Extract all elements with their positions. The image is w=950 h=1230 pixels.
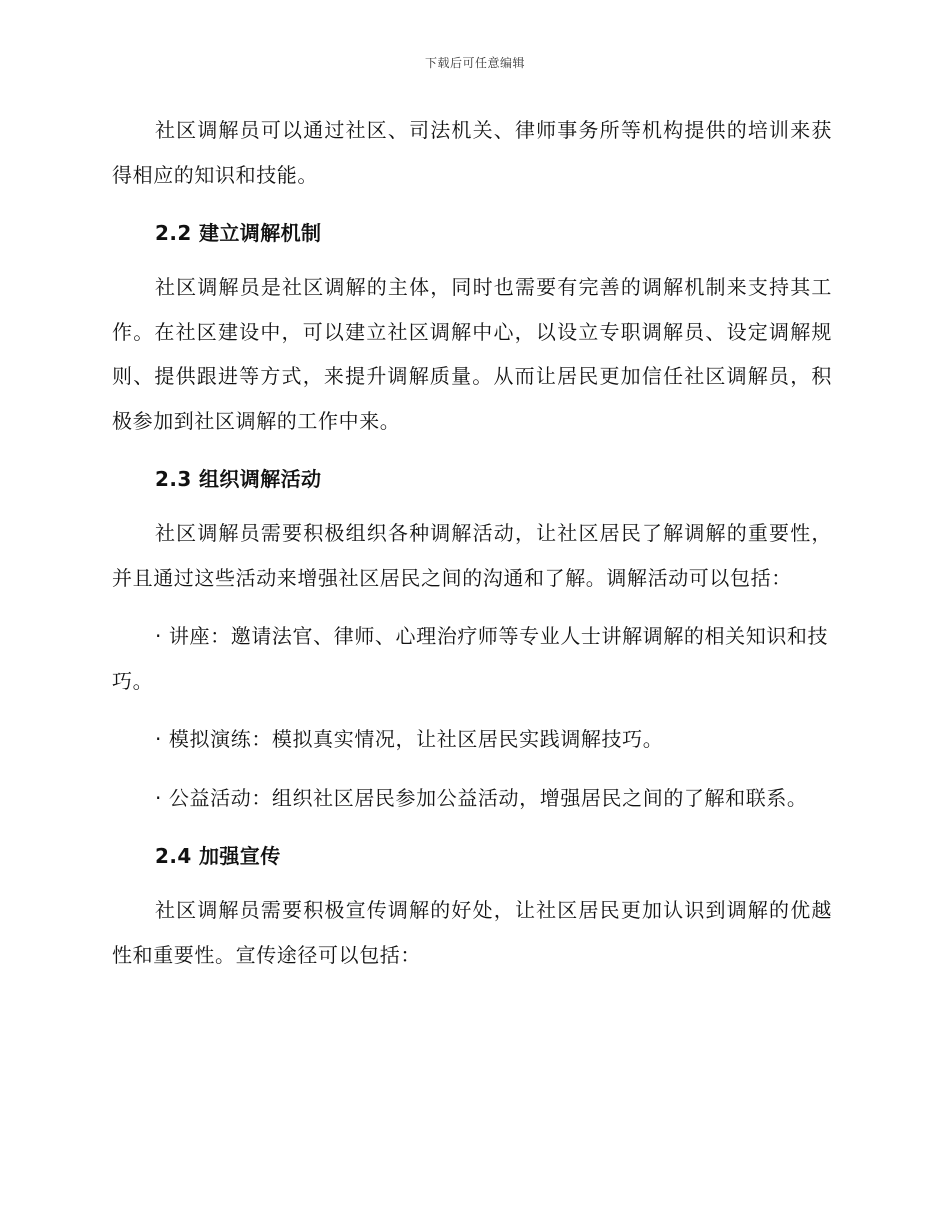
section-heading-2-3: 2.3 组织调解活动 — [155, 467, 322, 491]
paragraph-training: 社区调解员可以通过社区、司法机关、律师事务所等机构提供的培训来获得相应的知识和技能。 — [112, 118, 832, 187]
section-heading-2-4: 2.4 加强宣传 — [155, 844, 281, 868]
bullet-item-lecture: · 讲座：邀请法官、律师、心理治疗师等专业人士讲解调解的相关知识和技巧。 — [112, 624, 829, 693]
paragraph-activities: 社区调解员需要积极组织各种调解活动，让社区居民了解调解的重要性，并且通过这些活动来增强社区居民之间的沟通和了解。调解活动可以包括： — [112, 521, 832, 590]
paragraph-publicity: 社区调解员需要积极宣传调解的好处，让社区居民更加认识到调解的优越性和重要性。宣传途径可以包括： — [112, 898, 832, 967]
document-body — [112, 108, 832, 991]
bullet-item-drill: · 模拟演练：模拟真实情况，让社区居民实践调解技巧。 — [155, 727, 664, 751]
page-header: 下载后可任意编辑 — [424, 56, 525, 70]
bullet-item-charity: · 公益活动：组织社区居民参加公益活动，增强居民之间的了解和联系。 — [155, 785, 808, 810]
paragraph-mechanism: 社区调解员是社区调解的主体，同时也需要有完善的调解机制来支持其工作。在社区建设中，可以建立社区调解中心，以设立专职调解员、设定调解规则、提供跟进等方式，来提升调解质量。从而让居民更加信任社区调解员，积极参加到社区调解的工作中来。 — [112, 275, 832, 433]
section-heading-2-2: 2.2 建立调解机制 — [155, 221, 322, 245]
